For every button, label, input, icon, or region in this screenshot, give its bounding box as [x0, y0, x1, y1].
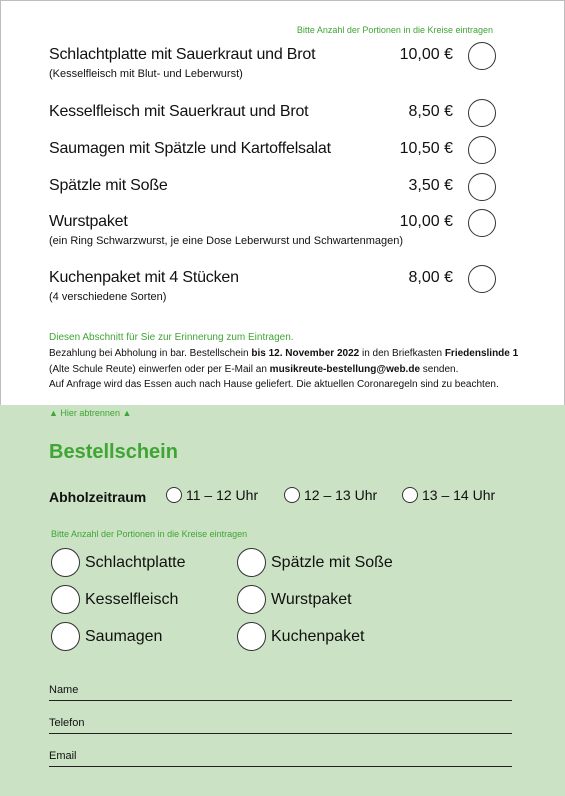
cut-label: ▲ Hier abtrennen ▲	[49, 408, 132, 418]
order-item-label: Saumagen	[85, 627, 163, 645]
order-item[interactable]	[51, 622, 162, 651]
portion-circle[interactable]	[468, 136, 496, 164]
payment-info	[49, 346, 519, 393]
radio-circle[interactable]	[166, 487, 182, 503]
menu-item-desc: (Kesselfleisch mit Blut- und Leberwurst)	[49, 68, 243, 80]
payment-line-2	[49, 362, 519, 378]
menu-item-desc: (4 verschiedene Sorten)	[49, 291, 167, 303]
email-field[interactable]	[49, 750, 512, 767]
portion-circle[interactable]	[468, 99, 496, 127]
keep-note: Diesen Abschnitt für Sie zur Erinnerung zum Eintragen.	[49, 332, 294, 343]
info-text: Bezahlung bei Abholung in bar. Bestellschein	[49, 348, 252, 359]
portion-circle[interactable]	[468, 173, 496, 201]
pickup-label: Abholzeitraum	[49, 489, 147, 505]
menu-item-name: Schlachtplatte mit Sauerkraut und Brot	[49, 46, 316, 63]
menu-item-price: 3,50 €	[408, 177, 453, 194]
portion-circle[interactable]	[468, 265, 496, 293]
portion-circle[interactable]	[237, 585, 266, 614]
menu-hint: Bitte Anzahl der Portionen in die Kreise eintragen	[296, 25, 493, 35]
order-item[interactable]	[237, 548, 393, 577]
order-item-label: Schlachtplatte	[85, 553, 186, 571]
order-item-label: Kuchenpaket	[271, 627, 365, 645]
portion-circle[interactable]	[468, 209, 496, 237]
time-slot-label: 13 – 14 Uhr	[422, 487, 496, 503]
time-slot[interactable]	[166, 487, 258, 503]
menu-item-desc: (ein Ring Schwarzwurst, je eine Dose Leberwurst und Schwartenmagen)	[49, 235, 404, 247]
time-slot[interactable]	[284, 487, 377, 503]
email-field-label: Email	[49, 750, 77, 762]
order-item[interactable]	[51, 585, 178, 614]
portion-circle[interactable]	[51, 622, 80, 651]
menu-item-price: 8,00 €	[408, 269, 453, 286]
portion-circle[interactable]	[237, 622, 266, 651]
phone-field[interactable]	[49, 717, 512, 734]
portion-circle[interactable]	[51, 585, 80, 614]
name-field-label: Name	[49, 684, 79, 696]
radio-circle[interactable]	[402, 487, 418, 503]
order-form-title: Bestellschein	[49, 441, 178, 463]
payment-line-1	[49, 346, 519, 362]
mailbox-address: Friedenslinde 1	[444, 348, 519, 359]
order-item[interactable]	[51, 548, 186, 577]
portion-circle[interactable]	[51, 548, 80, 577]
info-text: senden.	[420, 363, 459, 375]
phone-field-label: Telefon	[49, 717, 85, 729]
menu-item-price: 8,50 €	[408, 103, 453, 120]
order-item-label: Spätzle mit Soße	[271, 553, 393, 571]
order-hint: Bitte Anzahl der Portionen in die Kreise eintragen	[51, 529, 248, 539]
portion-circle[interactable]	[237, 548, 266, 577]
radio-circle[interactable]	[284, 487, 300, 503]
menu-item-name: Kesselfleisch mit Sauerkraut und Brot	[49, 103, 309, 120]
menu-item-price: 10,00 €	[399, 46, 453, 63]
time-slot[interactable]	[402, 487, 495, 503]
email-address: musikreute-bestellung@web.de	[269, 363, 421, 375]
menu-item-name: Saumagen mit Spätzle und Kartoffelsalat	[49, 140, 331, 157]
menu-item-name: Kuchenpaket mit 4 Stücken	[49, 269, 239, 286]
time-slot-label: 12 – 13 Uhr	[304, 487, 378, 503]
info-text: in den Briefkasten	[359, 348, 445, 359]
payment-line-3: Auf Anfrage wird das Essen auch nach Hause geliefert. Die aktuellen Coronaregeln sind zu beachten.	[49, 379, 499, 390]
order-item-label: Kesselfleisch	[85, 590, 179, 608]
deadline-date: bis 12. November 2022	[251, 348, 360, 359]
order-item-label: Wurstpaket	[271, 590, 352, 608]
portion-circle[interactable]	[468, 42, 496, 70]
menu-item-price: 10,50 €	[399, 140, 453, 157]
order-item[interactable]	[237, 585, 352, 614]
name-field[interactable]	[49, 684, 512, 701]
info-text: (Alte Schule Reute) einwerfen oder per E-Mail an	[49, 363, 270, 375]
menu-item-name: Wurstpaket	[49, 213, 128, 230]
order-item[interactable]	[237, 622, 364, 651]
time-slot-label: 11 – 12 Uhr	[186, 487, 259, 503]
menu-item-name: Spätzle mit Soße	[49, 177, 168, 194]
menu-item-price: 10,00 €	[399, 213, 453, 230]
